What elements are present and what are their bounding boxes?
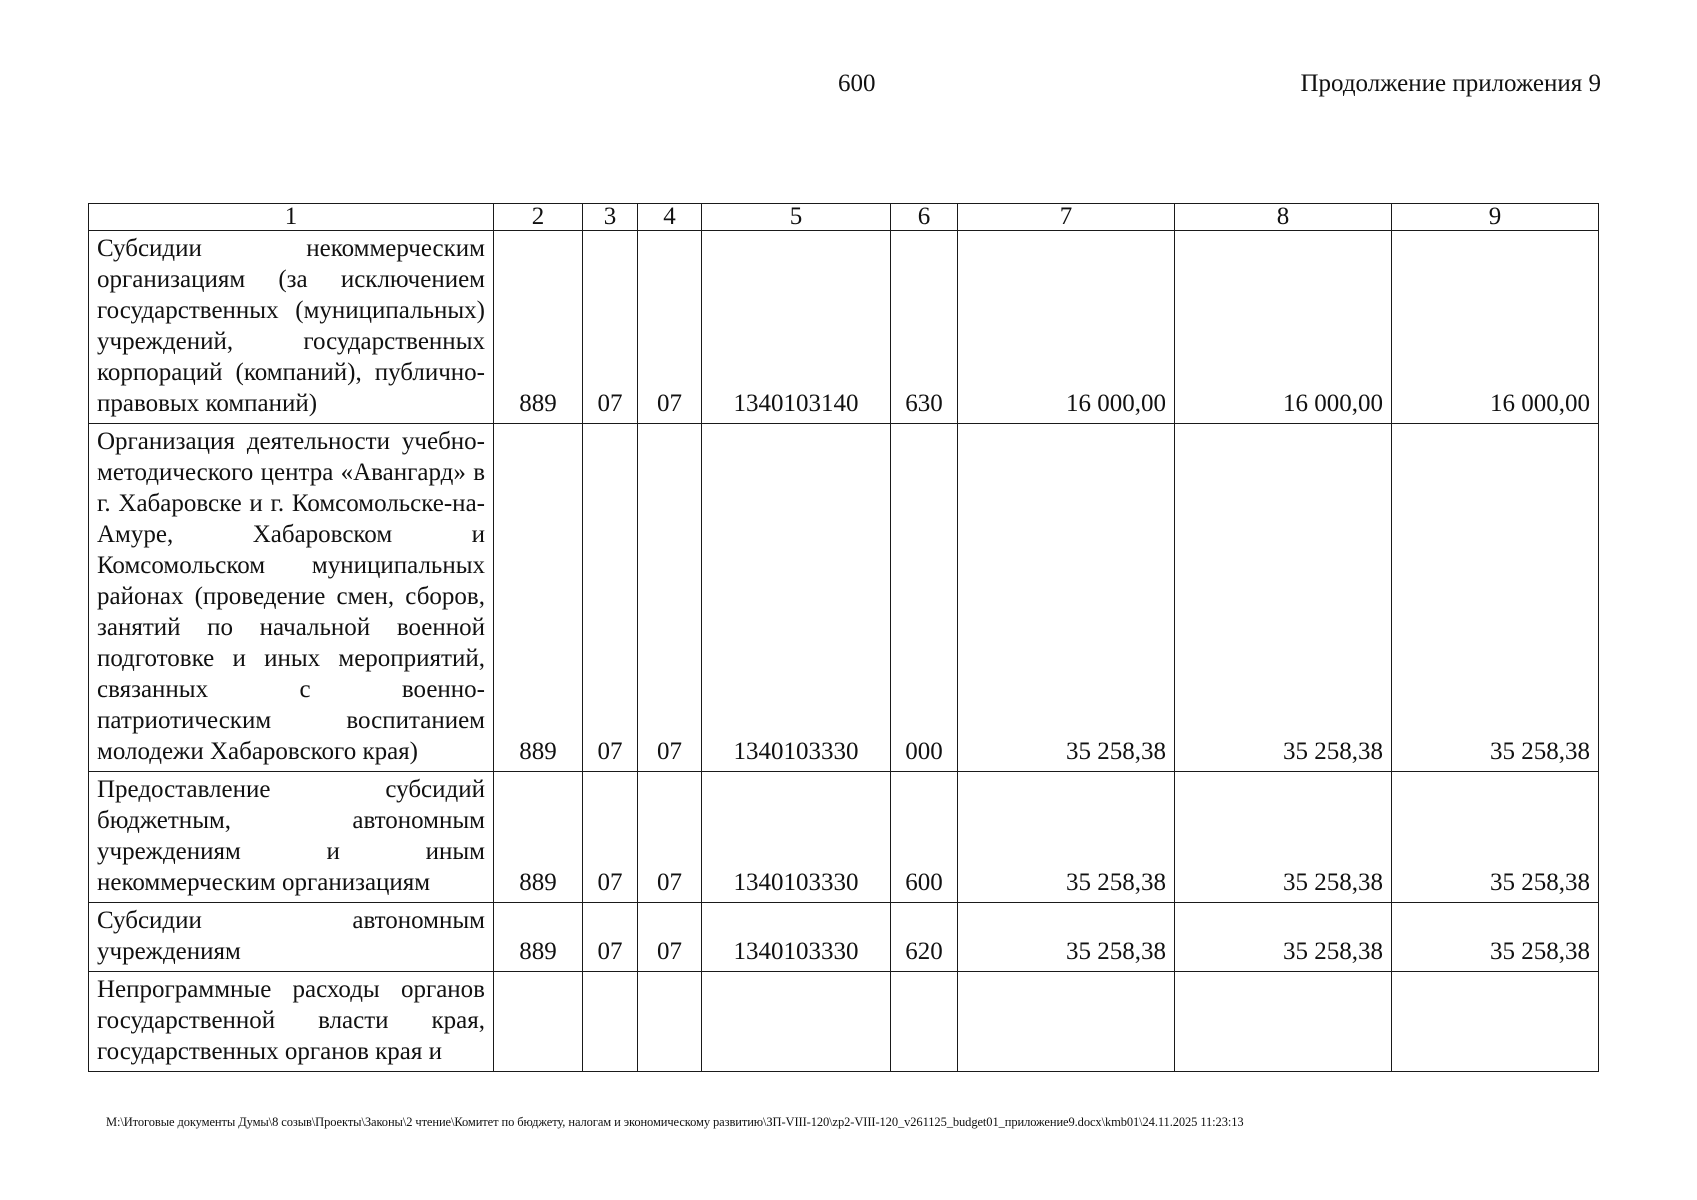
table-row xyxy=(89,424,1599,772)
ministry-code xyxy=(494,972,583,1072)
section-code: 07 xyxy=(583,772,638,903)
ministry-code: 889 xyxy=(494,772,583,903)
column-header: 6 xyxy=(891,204,958,231)
column-header: 8 xyxy=(1175,204,1392,231)
amount-year-1: 35 258,38 xyxy=(958,772,1175,903)
row-description: Предоставление субсидий бюджетным, автономным учреждениям и иным некоммерческим организациям xyxy=(89,772,494,903)
subsection-code xyxy=(638,972,702,1072)
column-header: 4 xyxy=(638,204,702,231)
row-description: Непрограммные расходы органов государственной власти края, государственных органов края и xyxy=(89,972,494,1072)
amount-year-3: 16 000,00 xyxy=(1392,231,1599,424)
target-article-code xyxy=(702,972,891,1072)
amount-year-2: 35 258,38 xyxy=(1175,772,1392,903)
amount-year-3: 35 258,38 xyxy=(1392,903,1599,972)
amount-year-1: 35 258,38 xyxy=(958,903,1175,972)
section-code: 07 xyxy=(583,231,638,424)
budget-table xyxy=(88,203,1599,1072)
amount-year-1: 35 258,38 xyxy=(958,424,1175,772)
row-description: Субсидии некоммерческим организациям (за исключением государственных (муниципальных) учреждений, государственных корпораций (компаний), публично-правовых компаний) xyxy=(89,231,494,424)
expense-type-code: 630 xyxy=(891,231,958,424)
subsection-code: 07 xyxy=(638,903,702,972)
target-article-code: 1340103140 xyxy=(702,231,891,424)
column-header: 3 xyxy=(583,204,638,231)
amount-year-3: 35 258,38 xyxy=(1392,772,1599,903)
amount-year-3 xyxy=(1392,972,1599,1072)
target-article-code: 1340103330 xyxy=(702,772,891,903)
column-header: 5 xyxy=(702,204,891,231)
table-row xyxy=(89,772,1599,903)
amount-year-1 xyxy=(958,972,1175,1072)
page-number: 600 xyxy=(838,70,876,97)
amount-year-2 xyxy=(1175,972,1392,1072)
column-header: 7 xyxy=(958,204,1175,231)
ministry-code: 889 xyxy=(494,424,583,772)
ministry-code: 889 xyxy=(494,231,583,424)
subsection-code: 07 xyxy=(638,424,702,772)
appendix-continuation-label: Продолжение приложения 9 xyxy=(1300,70,1601,97)
expense-type-code: 000 xyxy=(891,424,958,772)
table-row xyxy=(89,903,1599,972)
column-header: 9 xyxy=(1392,204,1599,231)
section-code xyxy=(583,972,638,1072)
expense-type-code xyxy=(891,972,958,1072)
section-code: 07 xyxy=(583,424,638,772)
target-article-code: 1340103330 xyxy=(702,903,891,972)
expense-type-code: 620 xyxy=(891,903,958,972)
ministry-code: 889 xyxy=(494,903,583,972)
subsection-code: 07 xyxy=(638,772,702,903)
column-header: 1 xyxy=(89,204,494,231)
amount-year-2: 35 258,38 xyxy=(1175,903,1392,972)
amount-year-3: 35 258,38 xyxy=(1392,424,1599,772)
row-description: Организация деятельности учебно-методического центра «Авангард» в г. Хабаровске и г. Комсомольске-на-Амуре, Хабаровском и Комсомольском муниципальных районах (проведение смен, сборов, занятий по начальной военной подготовке и иных мероприятий, связанных с военно-патриотическим воспитанием молодежи Хабаровского края) xyxy=(89,424,494,772)
subsection-code: 07 xyxy=(638,231,702,424)
section-code: 07 xyxy=(583,903,638,972)
row-description: Субсидии автономным учреждениям xyxy=(89,903,494,972)
amount-year-2: 16 000,00 xyxy=(1175,231,1392,424)
column-header: 2 xyxy=(494,204,583,231)
amount-year-2: 35 258,38 xyxy=(1175,424,1392,772)
table-row xyxy=(89,972,1599,1072)
expense-type-code: 600 xyxy=(891,772,958,903)
table-header-row xyxy=(89,204,1599,231)
amount-year-1: 16 000,00 xyxy=(958,231,1175,424)
target-article-code: 1340103330 xyxy=(702,424,891,772)
table-row xyxy=(89,231,1599,424)
document-file-path: M:\Итоговые документы Думы\8 созыв\Проекты\Законы\2 чтение\Комитет по бюджету, налогам и экономическому развитию\ЗП-VIII-120\zp2-VIII-120_v261125_budget01_приложение9.docx\kmb01\24.11.2025 11:23:13 xyxy=(106,1115,1244,1129)
